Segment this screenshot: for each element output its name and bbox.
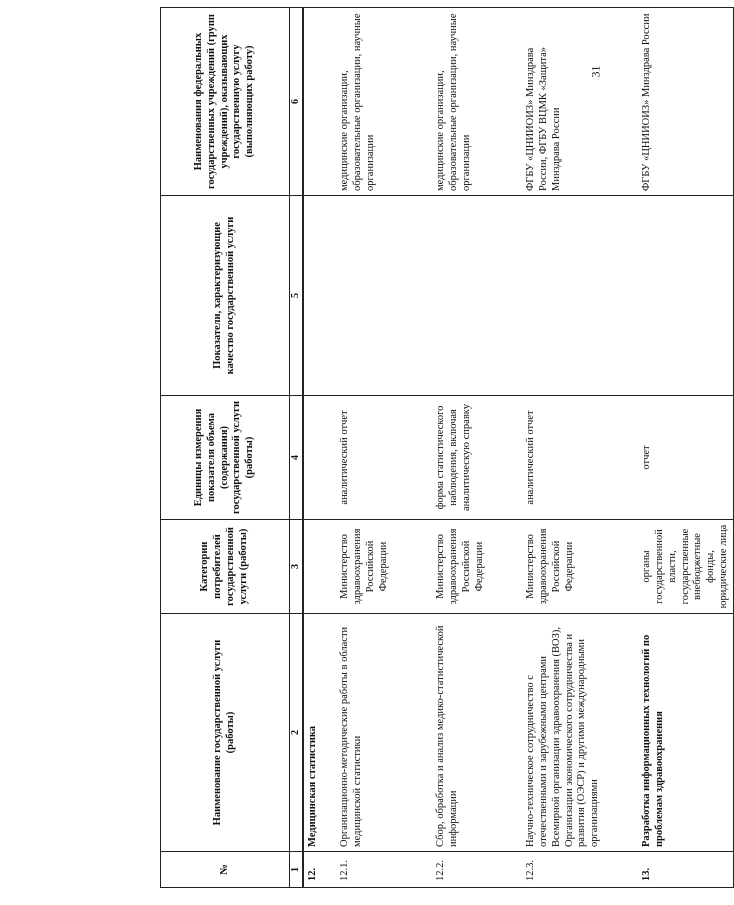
header-consumers: Категории потребителей государственной услуги (работы) (161, 520, 290, 614)
header-institutions: Наименования федеральных государственных учреждений (групп учреждений), оказывающих государственную услугу (выполняющих работу) (161, 8, 290, 196)
unit: отчет (629, 396, 733, 520)
column-number: 4 (290, 396, 304, 520)
rotated-table-sheet (160, 8, 729, 888)
row-number: 12.2. (423, 852, 513, 888)
empty-cell (303, 8, 325, 196)
quality (513, 196, 629, 396)
section-number: 12. (303, 852, 325, 888)
header-quality: Показатели, характеризующие качество государственной услуги (161, 196, 290, 396)
empty-cell (303, 520, 325, 614)
column-number: 3 (290, 520, 304, 614)
column-number: 5 (290, 196, 304, 396)
quality (629, 196, 733, 396)
institutions: ФГБУ «ЦНИИОИЗ» Минздрава России, ФГБУ ВЦМК «Защита» Минздрава России (513, 8, 629, 196)
column-number: 1 (290, 852, 304, 888)
row-number: 12.3. (513, 852, 629, 888)
consumers: Министерство здравоохранения Российской Федерации (325, 520, 423, 614)
column-number: 2 (290, 614, 304, 852)
page-number: 31 (588, 65, 603, 78)
column-number: 6 (290, 8, 304, 196)
unit: аналитический отчет (325, 396, 423, 520)
table-row (629, 8, 733, 888)
consumers: органы государственной власти, государственные внебюджетные фонды, юридические лица (629, 520, 733, 614)
quality (325, 196, 423, 396)
unit: аналитический отчет (513, 396, 629, 520)
row-number: 12.1. (325, 852, 423, 888)
service-name: Научно-техническое сотрудничество с отечественными и зарубежными центрами Всемирной организации здравоохранения (ВОЗ), Организации экономического сотрудничества и развития (ОЭСР) и другими международными организациями (513, 614, 629, 852)
header-service-name: Наименование государственной услуги (работы) (161, 614, 290, 852)
institutions: медицинские организации, образовательные организации, научные организации (423, 8, 513, 196)
institutions: ФГБУ «ЦНИИОИЗ» Минздрава России (629, 8, 733, 196)
service-name: Разработка информационных технологий по проблемам здравоохранения (629, 614, 733, 852)
service-name: Сбор, обработка и анализ медико-статистической информации (423, 614, 513, 852)
table-row (325, 8, 423, 888)
table-row (423, 8, 513, 888)
table-row (513, 8, 629, 888)
service-name: Организационно-методические работы в области медицинской статистики (325, 614, 423, 852)
empty-cell (303, 396, 325, 520)
section-title: Медицинская статистика (303, 614, 325, 852)
header-row (161, 8, 290, 888)
quality (423, 196, 513, 396)
services-table (160, 7, 734, 888)
column-number-row (290, 8, 304, 888)
institutions: медицинские организации, образовательные организации, научные организации (325, 8, 423, 196)
empty-cell (303, 196, 325, 396)
header-units: Единицы измерения показателя объема (содержания) государственной услуги (работы) (161, 396, 290, 520)
unit: форма статистического наблюдения, включая аналитическую справку (423, 396, 513, 520)
consumers: Министерство здравоохранения Российской Федерации (513, 520, 629, 614)
consumers: Министерство здравоохранения Российской Федерации (423, 520, 513, 614)
section-row (303, 8, 325, 888)
row-number: 13. (629, 852, 733, 888)
header-number: № (161, 852, 290, 888)
